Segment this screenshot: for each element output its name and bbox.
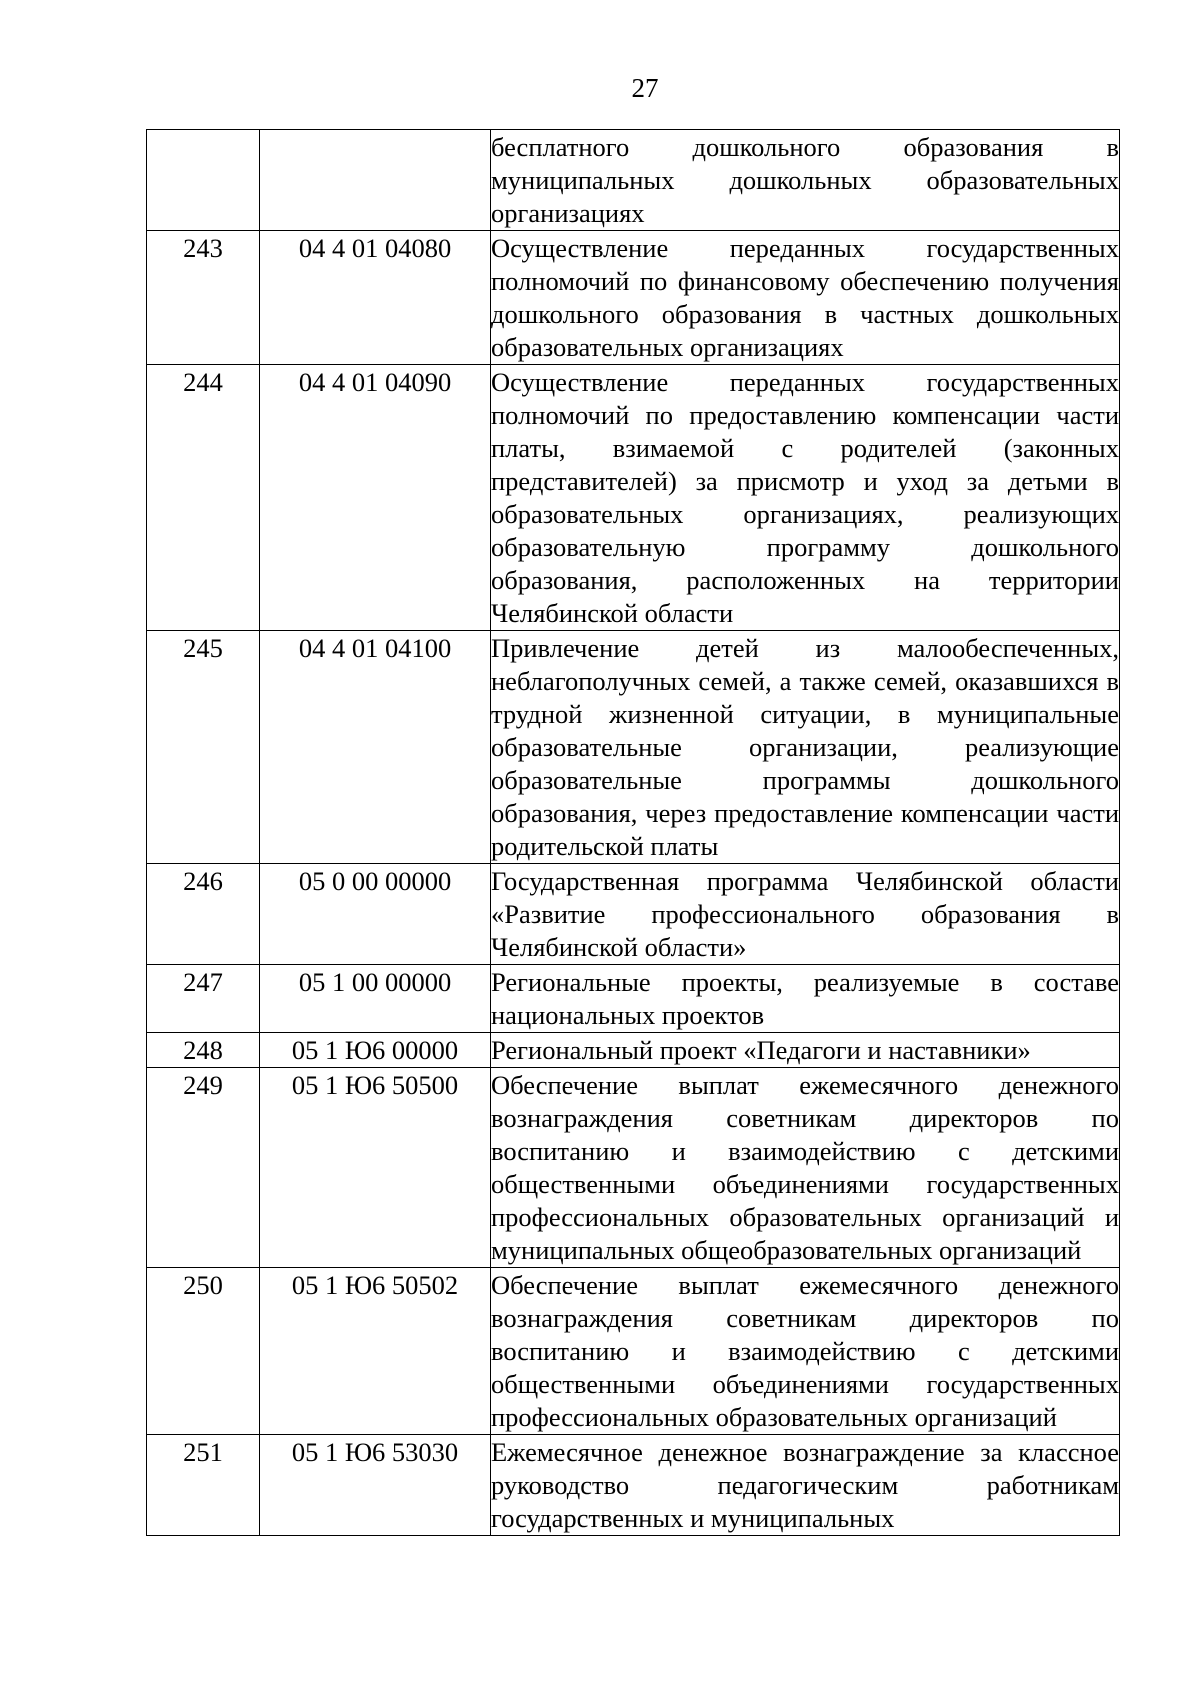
- table-row: [147, 864, 1120, 965]
- target-code-cell: 05 0 00 00000: [260, 864, 491, 965]
- target-code-cell: 05 1 Ю6 53030: [260, 1435, 491, 1536]
- page-number: 27: [631, 73, 659, 103]
- description-cell: Региональный проект «Педагоги и наставники»: [491, 1033, 1120, 1068]
- description-cell: бесплатного дошкольного образования в муниципальных дошкольных образовательных организациях: [491, 130, 1120, 231]
- description-cell: Осуществление переданных государственных полномочий по предоставлению компенсации части платы, взимаемой с родителей (законных представителей) за присмотр и уход за детьми в образовательных организациях, реализующих образовательную программу дошкольного образования, расположенных на территории Челябинской области: [491, 365, 1120, 631]
- row-number-cell: 247: [147, 965, 260, 1033]
- table-row: [147, 130, 1120, 231]
- table-row: [147, 231, 1120, 365]
- description-cell: Обеспечение выплат ежемесячного денежного вознаграждения советникам директоров по воспитанию и взаимодействию с детскими общественными объединениями государственных профессиональных образовательных организаций: [491, 1268, 1120, 1435]
- target-code-cell: 05 1 00 00000: [260, 965, 491, 1033]
- row-number-cell: 251: [147, 1435, 260, 1536]
- table-row: [147, 365, 1120, 631]
- target-code-cell: 04 4 01 04080: [260, 231, 491, 365]
- table-row: [147, 1268, 1120, 1435]
- target-code-cell: 04 4 01 04100: [260, 631, 491, 864]
- table-row: [147, 965, 1120, 1033]
- row-number-cell: 250: [147, 1268, 260, 1435]
- description-cell: Осуществление переданных государственных полномочий по финансовому обеспечению получения дошкольного образования в частных дошкольных образовательных организациях: [491, 231, 1120, 365]
- description-cell: Государственная программа Челябинской области «Развитие профессионального образования в Челябинской области»: [491, 864, 1120, 965]
- table-row: [147, 631, 1120, 864]
- table-row: [147, 1068, 1120, 1268]
- target-code-cell: 05 1 Ю6 00000: [260, 1033, 491, 1068]
- description-cell: Обеспечение выплат ежемесячного денежного вознаграждения советникам директоров по воспитанию и взаимодействию с детскими общественными объединениями государственных профессиональных образовательных организаций и муниципальных общеобразовательных организаций: [491, 1068, 1120, 1268]
- row-number-cell: [147, 130, 260, 231]
- description-cell: Привлечение детей из малообеспеченных, неблагополучных семей, а также семей, оказавшихся в трудной жизненной ситуации, в муниципальные образовательные организации, реализующие образовательные программы дошкольного образования, через предоставление компенсации части родительской платы: [491, 631, 1120, 864]
- target-code-cell: [260, 130, 491, 231]
- row-number-cell: 249: [147, 1068, 260, 1268]
- description-cell: Региональные проекты, реализуемые в составе национальных проектов: [491, 965, 1120, 1033]
- target-code-cell: 05 1 Ю6 50500: [260, 1068, 491, 1268]
- row-number-cell: 243: [147, 231, 260, 365]
- row-number-cell: 246: [147, 864, 260, 965]
- row-number-cell: 248: [147, 1033, 260, 1068]
- budget-classification-table: [146, 129, 1120, 1536]
- target-code-cell: 04 4 01 04090: [260, 365, 491, 631]
- row-number-cell: 244: [147, 365, 260, 631]
- target-code-cell: 05 1 Ю6 50502: [260, 1268, 491, 1435]
- table-row: [147, 1033, 1120, 1068]
- description-cell: Ежемесячное денежное вознаграждение за классное руководство педагогическим работникам государственных и муниципальных: [491, 1435, 1120, 1536]
- table-row: [147, 1435, 1120, 1536]
- row-number-cell: 245: [147, 631, 260, 864]
